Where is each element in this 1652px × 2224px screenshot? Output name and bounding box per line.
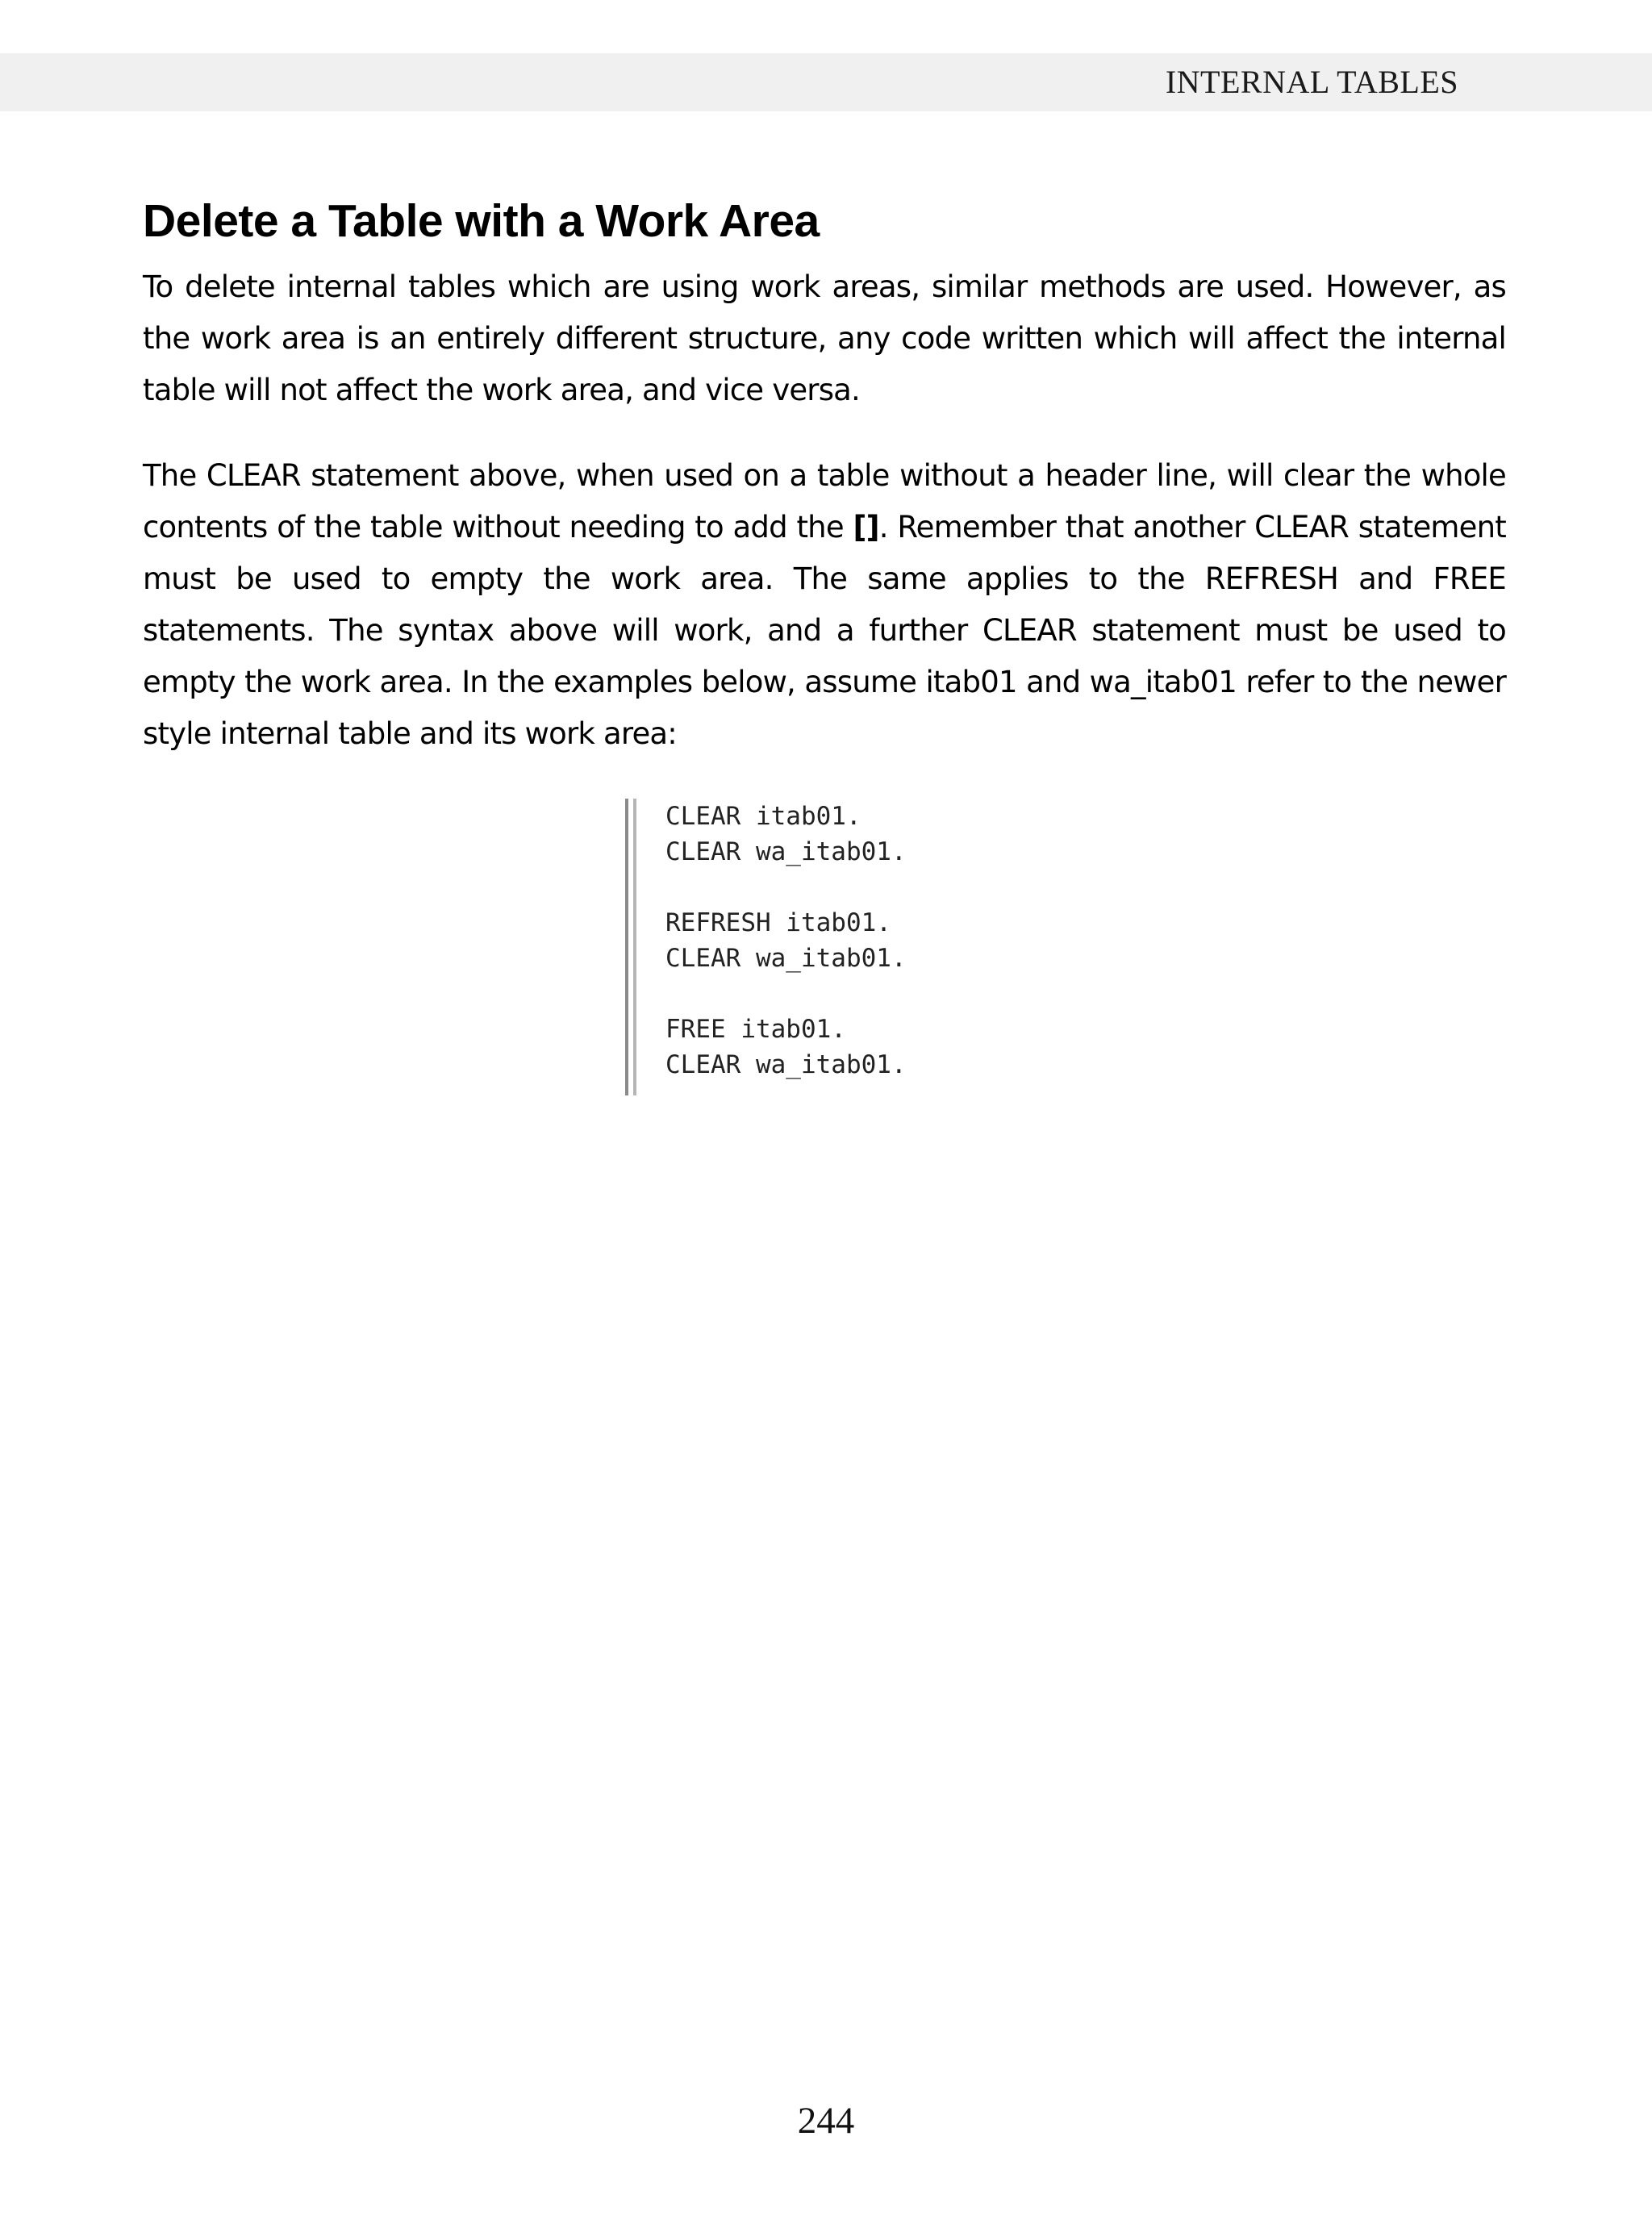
running-header-title: INTERNAL TABLES	[1165, 64, 1458, 100]
code-line: CLEAR wa_itab01.	[665, 837, 907, 866]
page-body	[143, 192, 1506, 760]
paragraph-intro: To delete internal tables which are using work areas, similar methods are used. However, as the work area is an entirely different structure, any code written which will affect the internal table will not affect the work area, and vice versa.	[143, 269, 1506, 407]
code-line: CLEAR wa_itab01.	[665, 1050, 907, 1079]
paragraph-text-part2: . Remember that another CLEAR statement must be used to empty the work area. The same applies to the REFRESH and FREE statements. The syntax above will work, and a further CLEAR statement must be used to empty the work area. In the examples below, assume itab01 and wa_itab01 refer to the newer style internal table and its work area:	[143, 510, 1506, 751]
code-line: FREE itab01.	[665, 1015, 846, 1044]
running-header	[0, 53, 1652, 111]
page-number: 244	[797, 2100, 855, 2142]
section-heading: Delete a Table with a Work Area	[143, 195, 820, 247]
brackets-bold: []	[853, 510, 879, 545]
code-line: CLEAR itab01.	[665, 802, 861, 831]
code-line: CLEAR wa_itab01.	[665, 944, 907, 973]
paragraph-clear-statement	[143, 450, 1506, 760]
code-line: REFRESH itab01.	[665, 908, 891, 937]
code-screenshot	[625, 799, 967, 1095]
paragraph-text-part1: The CLEAR statement above, when used on a table without a header line, will clear the whole contents of the table without needing to add the	[143, 458, 1506, 545]
